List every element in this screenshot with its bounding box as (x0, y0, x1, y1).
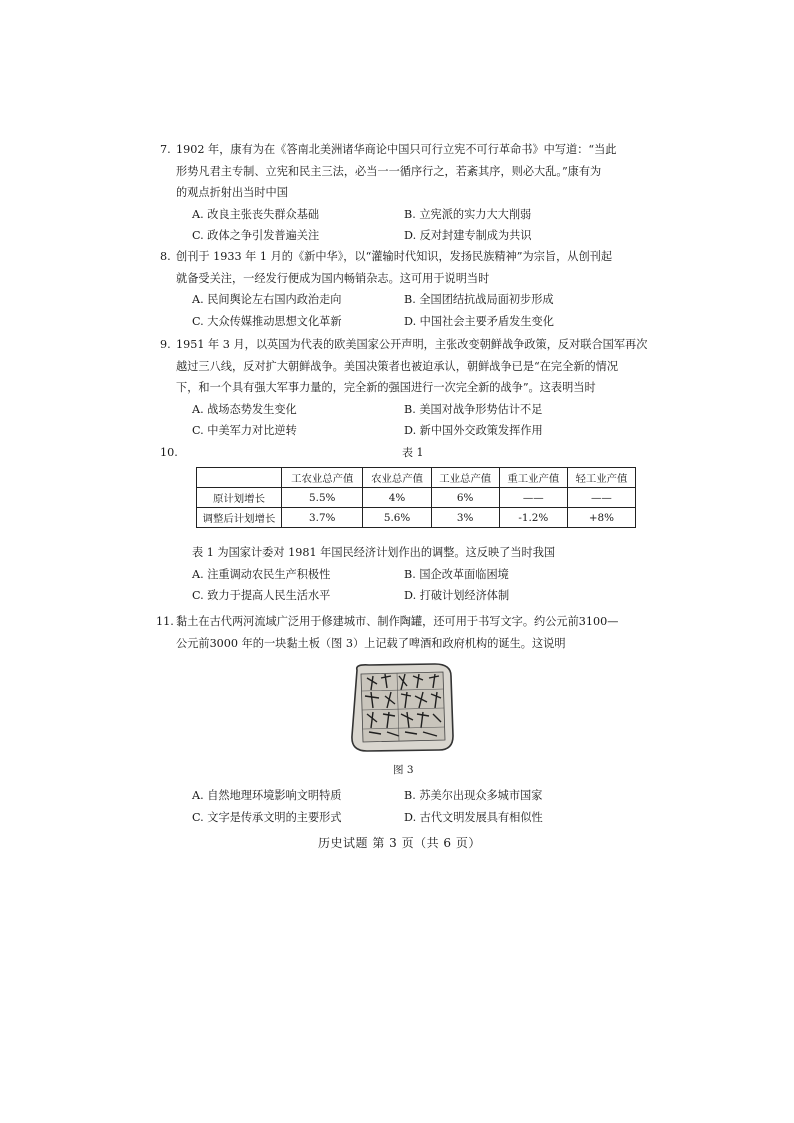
question-number: 11. (156, 615, 174, 628)
option-b[interactable]: B. 国企改革面临困境 (404, 567, 509, 581)
question-number: 7. (160, 143, 171, 156)
table-cell: —— (567, 488, 635, 508)
options-row (176, 225, 646, 247)
table-cell: —— (499, 488, 567, 508)
option-b[interactable]: B. 苏美尔出现众多城市国家 (404, 789, 543, 802)
table-header-cell (197, 468, 282, 488)
question-10 (176, 542, 646, 607)
question-text-line: 就备受关注，一经发行便成为国内畅销杂志。这可用于说明当时 (176, 271, 490, 285)
question-number: 8. (160, 250, 171, 263)
option-c[interactable]: C. 大众传媒推动思想文化革新 (192, 314, 342, 328)
table-header-cell: 工农业总产值 (282, 468, 363, 488)
question-text-line: 黏土在古代两河流域广泛用于修建城市、制作陶罐，还可用于书写文字。约公元前3100— (176, 615, 619, 628)
table-row (197, 508, 636, 528)
option-a[interactable]: A. 战场态势发生变化 (192, 402, 297, 416)
page-footer: 历史试题 第 3 页（共 6 页） (318, 836, 481, 850)
table-header-cell: 工业总产值 (431, 468, 499, 488)
options-row (176, 204, 646, 226)
figure-caption: 图 3 (393, 764, 414, 776)
options-row (176, 585, 646, 607)
option-b[interactable]: B. 全国团结抗战局面初步形成 (404, 293, 554, 306)
data-table (196, 467, 636, 528)
question-text-line: 的观点折射出当时中国 (176, 186, 288, 199)
question-text-line: 1951 年 3 月，以英国为代表的欧美国家公开声明，主张改变朝鲜战争政策，反对联合国军再次 (176, 338, 648, 351)
question-number: 9. (160, 338, 171, 351)
options-row (176, 289, 646, 311)
question-text-line: 下，和一个具有强大军事力量的，完全新的强国进行一次完全新的战争”。这表明当时 (176, 381, 596, 394)
options-row (176, 807, 646, 829)
question-text-line: 表 1 为国家计委对 1981 年国民经济计划作出的调整。这反映了当时我国 (192, 546, 556, 559)
option-b[interactable]: B. 美国对战争形势估计不足 (404, 402, 543, 416)
question-number: 10. (160, 446, 178, 459)
question-9 (160, 334, 648, 442)
table-row (197, 488, 636, 508)
option-a[interactable]: A. 注重调动农民生产积极性 (192, 567, 331, 581)
option-b[interactable]: B. 立宪派的实力大大削弱 (404, 207, 532, 221)
options-row (176, 399, 646, 421)
option-d[interactable]: D. 古代文明发展具有相似性 (404, 810, 543, 824)
option-d[interactable]: D. 新中国外交政策发挥作用 (404, 424, 543, 437)
table-title: 表 1 (402, 446, 424, 459)
table-cell: -1.2% (499, 508, 567, 528)
options-row (176, 785, 646, 807)
options-row (176, 420, 646, 442)
table-cell: 6% (431, 488, 499, 508)
options-row (176, 564, 646, 586)
table-cell: 3.7% (282, 508, 363, 528)
question-text-line: 公元前3000 年的一块黏土板（图 3）上记载了啤酒和政府机构的诞生。这说明 (176, 636, 566, 650)
table-cell: 4% (363, 488, 431, 508)
option-a[interactable]: A. 自然地理环境影响文明特质 (192, 789, 342, 802)
table-row-label: 调整后计划增长 (197, 508, 282, 528)
table-cell: 5.6% (363, 508, 431, 528)
option-a[interactable]: A. 民间舆论左右国内政治走向 (192, 293, 342, 306)
question-text-line: 创刊于 1933 年 1 月的《新中华》，以“灌输时代知识，发扬民族精神”为宗旨，从创刊起 (176, 250, 613, 263)
option-c[interactable]: C. 文字是传承文明的主要形式 (192, 810, 342, 824)
question-text-line: 越过三八线，反对扩大朝鲜战争。美国决策者也被迫承认，朝鲜战争已是“在完全新的情况 (176, 359, 619, 373)
option-c[interactable]: C. 政体之争引发普遍关注 (192, 229, 320, 242)
table-cell: 5.5% (282, 488, 363, 508)
question-8 (160, 246, 646, 332)
option-d[interactable]: D. 反对封建专制成为共识 (404, 229, 532, 242)
table-cell: 3% (431, 508, 499, 528)
option-d[interactable]: D. 打破计划经济体制 (404, 589, 510, 602)
option-c[interactable]: C. 中美军力对比逆转 (192, 424, 297, 437)
table-header-cell: 重工业产值 (499, 468, 567, 488)
table-cell: +8% (567, 508, 635, 528)
question-text-line: 形势凡君主专制、立宪和民主三法，必当一一循序行之，若紊其序，则必大乱。”康有为 (176, 164, 602, 178)
table-header-cell: 农业总产值 (363, 468, 431, 488)
option-a[interactable]: A. 改良主张丧失群众基础 (192, 207, 320, 221)
question-11-options (176, 785, 646, 828)
option-c[interactable]: C. 致力于提高人民生活水平 (192, 589, 331, 602)
options-row (176, 311, 646, 333)
table-header-row (197, 468, 636, 488)
option-d[interactable]: D. 中国社会主要矛盾发生变化 (404, 314, 554, 328)
question-7 (160, 139, 646, 247)
table-row-label: 原计划增长 (197, 488, 282, 508)
clay-tablet-image (347, 662, 457, 754)
question-text-line: 1902 年，康有为在《答南北美洲诸华商论中国只可行立宪不可行革命书》中写道：“当此 (176, 143, 617, 156)
table-header-cell: 轻工业产值 (567, 468, 635, 488)
question-11 (156, 611, 646, 654)
